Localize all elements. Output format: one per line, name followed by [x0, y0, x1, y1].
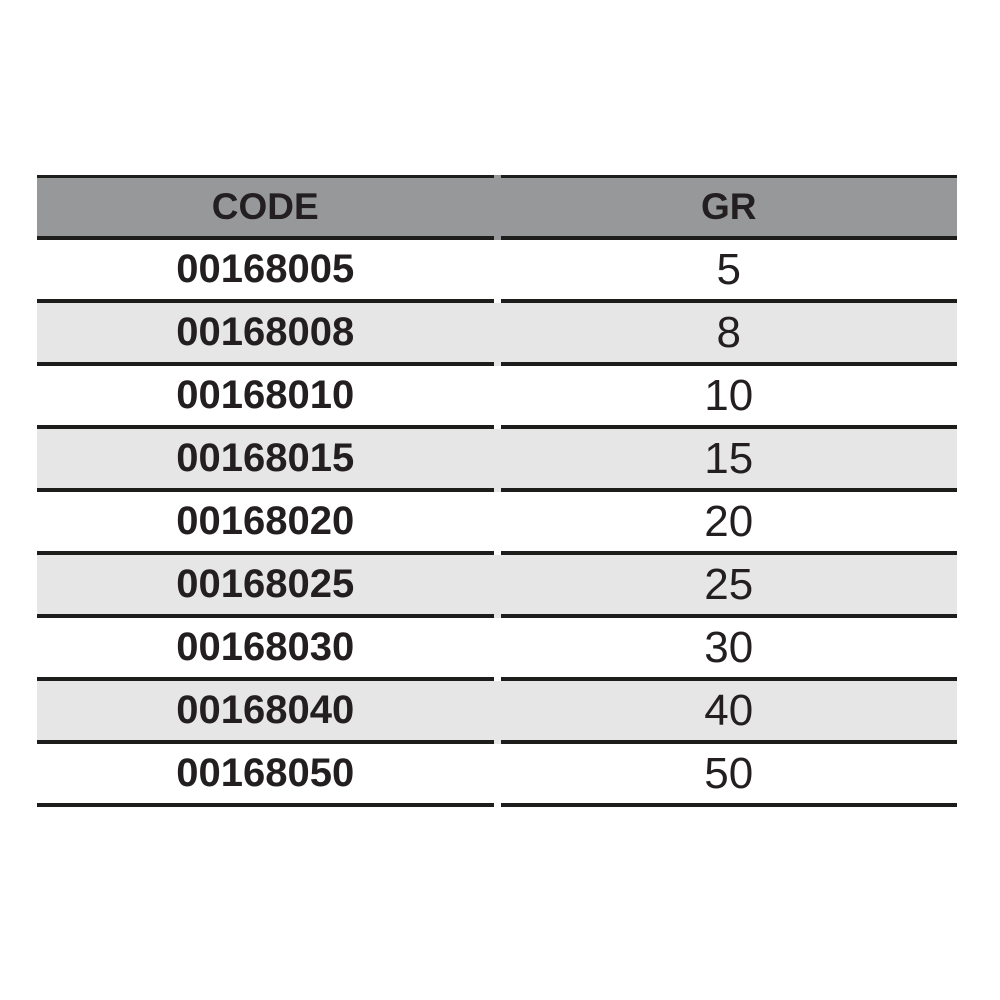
table-row — [37, 366, 957, 429]
table-row — [37, 618, 957, 681]
code-cell: 00168020 — [37, 492, 494, 555]
gr-cell: 20 — [501, 492, 958, 555]
gr-cell: 8 — [501, 303, 958, 366]
code-cell: 00168050 — [37, 744, 494, 807]
code-cell: 00168025 — [37, 555, 494, 618]
code-cell: 00168040 — [37, 681, 494, 744]
table-row — [37, 555, 957, 618]
column-header-code: CODE — [37, 175, 494, 240]
gr-cell: 40 — [501, 681, 958, 744]
code-cell: 00168010 — [37, 366, 494, 429]
table-row — [37, 744, 957, 807]
gr-cell: 50 — [501, 744, 958, 807]
code-cell: 00168008 — [37, 303, 494, 366]
gr-cell: 10 — [501, 366, 958, 429]
product-spec-table — [37, 175, 957, 807]
code-cell: 00168005 — [37, 240, 494, 303]
table-row — [37, 303, 957, 366]
gr-cell: 25 — [501, 555, 958, 618]
gr-cell: 15 — [501, 429, 958, 492]
gr-cell: 5 — [501, 240, 958, 303]
gr-cell: 30 — [501, 618, 958, 681]
table-row — [37, 240, 957, 303]
column-header-gr: GR — [501, 175, 958, 240]
table-row — [37, 492, 957, 555]
table-body — [37, 240, 957, 807]
table-row — [37, 429, 957, 492]
table-header-row — [37, 175, 957, 240]
code-cell: 00168030 — [37, 618, 494, 681]
code-cell: 00168015 — [37, 429, 494, 492]
table-row — [37, 681, 957, 744]
